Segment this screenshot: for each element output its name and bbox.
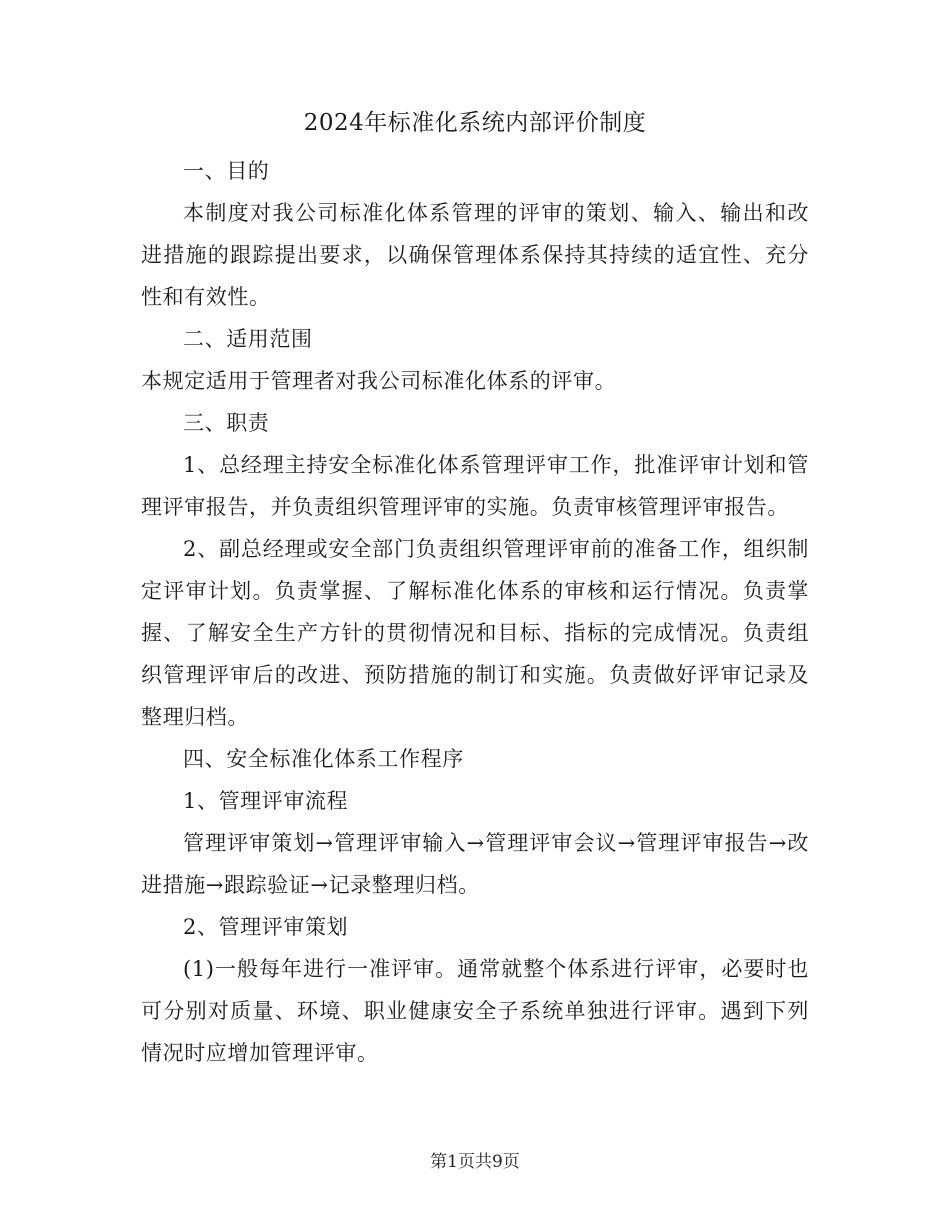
paragraph-scope: 本规定适用于管理者对我公司标准化体系的评审。 (141, 369, 617, 393)
subheading-review-flow: 1、管理评审流程 (183, 789, 349, 813)
page-number: 第1页共9页 (430, 1152, 520, 1172)
section-heading-purpose: 一、目的 (183, 159, 270, 183)
paragraph-purpose: 本制度对我公司标准化体系管理的评审的策划、输入、输出和改进措施的跟踪提出要求，以确保管理体系保持其持续的适宜性、充分性和有效性。 (141, 201, 809, 309)
document-title: 2024年标准化系统内部评价制度 (303, 110, 647, 136)
paragraph-duty-2: 2、副总经理或安全部门负责组织管理评审前的准备工作，组织制定评审计划。负责掌握、了解标准化体系的审核和运行情况。负责掌握、了解安全生产方针的贯彻情况和目标、指标的完成情况。负责组织管理评审后的改进、预防措施的制订和实施。负责做好评审记录及整理归档。 (141, 537, 809, 729)
section-heading-duties: 三、职责 (183, 411, 270, 435)
paragraph-duty-1: 1、总经理主持安全标准化体系管理评审工作，批准评审计划和管理评审报告，并负责组织管理评审的实施。负责审核管理评审报告。 (141, 453, 809, 519)
subheading-review-planning: 2、管理评审策划 (183, 915, 349, 939)
paragraph-review-planning: (1)一般每年进行一准评审。通常就整个体系进行评审，必要时也可分别对质量、环境、职业健康安全子系统单独进行评审。遇到下列情况时应增加管理评审。 (141, 957, 809, 1065)
paragraph-review-flow: 管理评审策划→管理评审输入→管理评审会议→管理评审报告→改进措施→跟踪验证→记录整理归档。 (141, 831, 809, 897)
section-heading-procedure: 四、安全标准化体系工作程序 (183, 747, 464, 771)
document-body (141, 150, 809, 1074)
section-heading-scope: 二、适用范围 (183, 327, 313, 351)
